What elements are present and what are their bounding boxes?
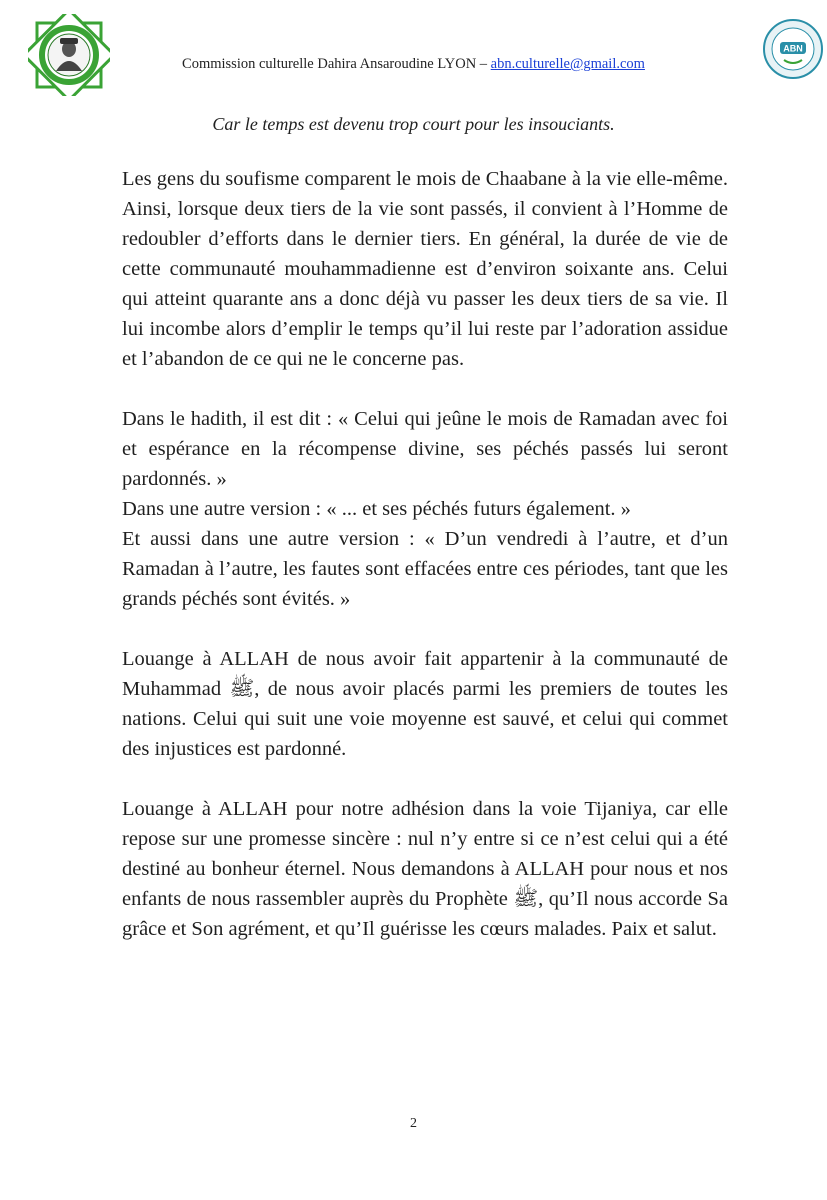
paragraph: Dans une autre version : « ... et ses péchés futurs également. » — [122, 498, 631, 520]
abn-logo-text: ABN — [783, 43, 803, 54]
document-header — [0, 56, 827, 73]
paragraph: Louange à ALLAH de nous avoir fait appartenir à la communauté de Muhammad ﷺ, de nous avoir placés parmi les premiers de toutes les nations. Celui qui suit une voie moyenne est sauvé, et celui qui commet des injustices est pardonné. — [122, 648, 728, 760]
paragraph: Les gens du soufisme comparent le mois de Chaabane à la vie elle-même. Ainsi, lorsque deux tiers de la vie sont passés, il convient à l’Homme de redoubler d’efforts dans le dernier tiers. En général, la durée de vie de cette communauté mouhammadienne est d’environ soixante ans. Celui qui atteint quarante ans a donc déjà vu passer les deux tiers de sa vie. Il lui incombe alors d’emplir le temps qu’il lui reste par l’adoration assidue et l’abandon de ce qui ne le concerne pas. — [122, 168, 728, 370]
header-email-link[interactable]: abn.culturelle@gmail.com — [490, 56, 645, 72]
paragraph: Et aussi dans une autre version : « D’un vendredi à l’autre, et d’un Ramadan à l’autre, les fautes sont effacées entre ces périodes, tant que les grands péchés sont évités. » — [122, 528, 728, 610]
page-number: 2 — [410, 1116, 417, 1131]
header-org: Commission culturelle Dahira Ansaroudine LYON – — [182, 56, 488, 72]
paragraph: Louange à ALLAH pour notre adhésion dans la voie Tijaniya, car elle repose sur une promesse sincère : nul n’y entre si ce n’est celui qui a été destiné au bonheur éternel. Nous demandons à ALLAH pour nous et nos enfants de nous rassembler auprès du Prophète ﷺ, qu’Il nous accorde Sa grâce et Son agrément, et qu’Il guérisse les cœurs malades. Paix et salut. — [122, 798, 728, 940]
paragraph: Dans le hadith, il est dit : « Celui qui jeûne le mois de Ramadan avec foi et espérance en la récompense divine, ses péchés passés lui seront pardonnés. » — [122, 408, 728, 490]
body-text — [122, 164, 728, 944]
subtitle: Car le temps est devenu trop court pour les insouciants. — [212, 114, 615, 134]
dahira-logo — [28, 14, 110, 96]
